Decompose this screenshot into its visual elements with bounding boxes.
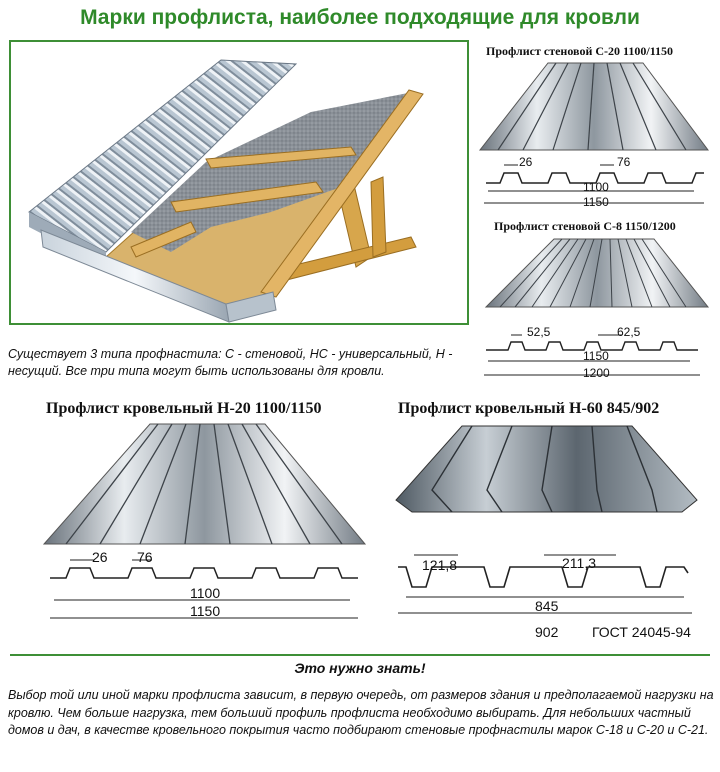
h60-dim-121-8: 121,8 — [422, 557, 458, 573]
h20-dim-76: 76 — [137, 549, 153, 565]
c20-dim-76: 76 — [617, 155, 631, 169]
h20-dim-26: 26 — [92, 549, 108, 565]
know-title: Это нужно знать! — [294, 660, 426, 676]
front-leg — [371, 177, 386, 257]
profile-c20-sheet — [478, 58, 710, 158]
profile-c8-label: Профлист стеновой С-8 1150/1200 — [494, 219, 676, 233]
divider — [10, 654, 710, 656]
roof-illustration-frame — [9, 40, 469, 325]
roof-illustration — [11, 42, 471, 327]
profile-c8-sheet — [482, 235, 710, 313]
h20-dim-1150: 1150 — [190, 603, 221, 619]
c8-dim-1150: 1150 — [583, 349, 609, 363]
profile-h60-sheet — [392, 420, 702, 520]
h60-dim-845: 845 — [535, 598, 559, 614]
h60-dim-211-3: 211,3 — [562, 555, 596, 571]
h20-dim-1100: 1100 — [190, 585, 221, 601]
h60-dim-902: 902 — [535, 624, 559, 640]
profile-c20-label: Профлист стеновой С-20 1100/1150 — [486, 44, 674, 58]
profile-h60-label: Профлист кровельный Н-60 845/902 — [398, 400, 660, 417]
profile-h20-label: Профлист кровельный Н-20 1100/1150 — [46, 400, 322, 417]
c20-dim-1150: 1150 — [583, 195, 609, 209]
gost-standard: ГОСТ 24045-94 — [592, 624, 691, 640]
c8-dim-1200: 1200 — [583, 366, 610, 380]
profile-h20-sheet — [40, 420, 370, 548]
c20-dim-1100: 1100 — [583, 180, 609, 194]
advice-paragraph: Выбор той или иной марки профлиста зависит, в первую очередь, от размеров здания и предполагаемой нагрузки на кровлю. Чем больше нагрузка, тем больший профиль профлиста необходимо выбирать. Для небольших частный домов и дач, в качестве кровельного покрытия часто подбирают стеновые профнастилы марок С-18 и С-20 и С-21. — [8, 688, 714, 737]
c8-dim-62-5: 62,5 — [617, 325, 641, 339]
c20-dim-26: 26 — [519, 155, 533, 169]
page-title: Марки профлиста, наиболее подходящие для кровли — [80, 6, 640, 29]
profile-types-note: Существует 3 типа профнастила: С - стеновой, НС - универсальный, Н - несущий. Все три типа могут быть использованы для кровли. — [8, 347, 453, 378]
c8-dim-52-5: 52,5 — [527, 325, 551, 339]
